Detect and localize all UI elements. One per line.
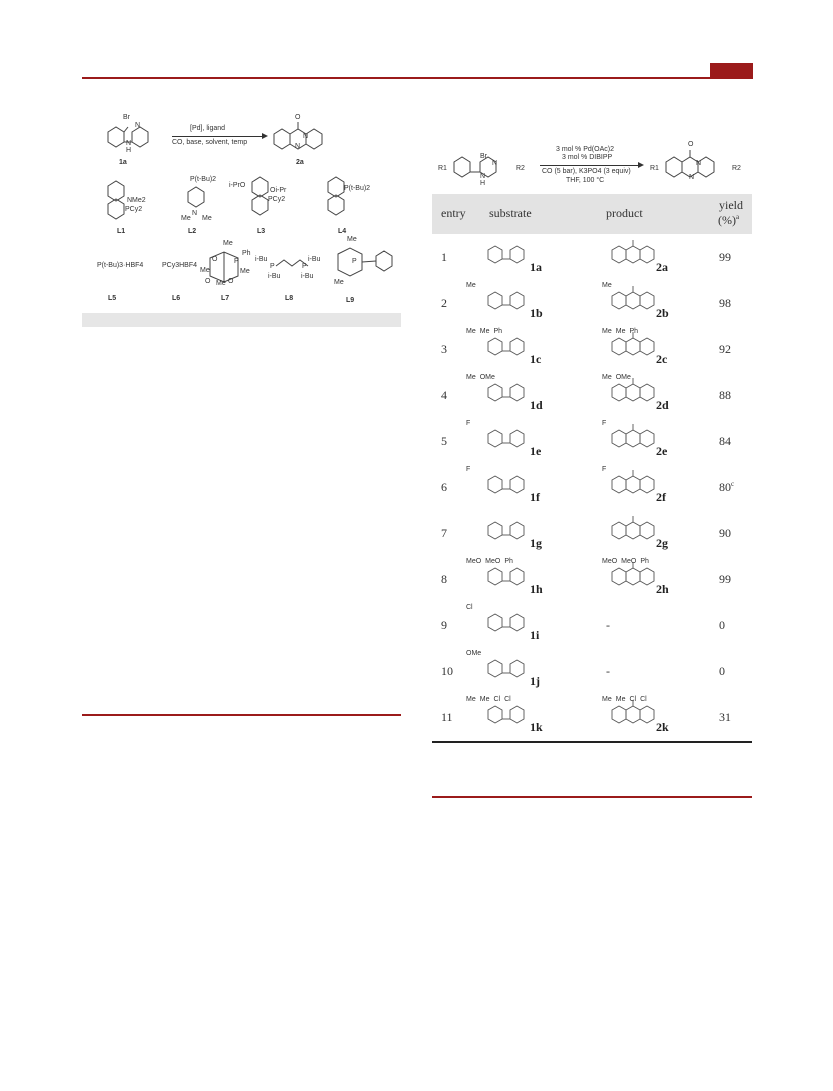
substrate-groups	[466, 374, 499, 381]
condition-4: THF, 100 °C	[566, 177, 605, 184]
ligand-l7-o1: O	[212, 256, 218, 263]
row-yield	[719, 664, 725, 679]
reactant-1a-label: 1a	[119, 159, 127, 166]
row-yield	[719, 480, 734, 495]
substrate-label: 1k	[530, 720, 543, 734]
product-structure	[608, 420, 678, 456]
substrate-group: OMe	[479, 374, 495, 381]
ligand-l8-p1: P	[270, 263, 275, 270]
ligand-l7-me-right: Me	[240, 268, 250, 275]
product-2a-o: O	[295, 114, 301, 121]
product-groups	[602, 282, 616, 289]
product-label: 2h	[656, 582, 669, 596]
product-group: Me	[615, 328, 626, 335]
row-yield-value: 88	[719, 388, 731, 402]
product-group: MeO	[602, 558, 618, 565]
ligand-l1-label: L1	[117, 228, 126, 235]
substrate-group: Me	[466, 282, 476, 289]
row-yield-footnote: c	[731, 480, 735, 488]
substrate-group: MeO	[485, 558, 501, 565]
ligand-l8-ibu2: i-Bu	[268, 273, 281, 280]
substrate-group: Cl	[504, 696, 511, 703]
product-groups	[602, 374, 635, 381]
condition-3: CO (5 bar), K3PO4 (3 equiv)	[542, 168, 631, 175]
substrate-groups	[466, 696, 515, 703]
condition-1: 3 mol % Pd(OAc)2	[556, 146, 614, 153]
substrate-label: 1f	[530, 490, 540, 504]
row-yield	[719, 342, 731, 357]
ligand-l1-pcy2: PCy2	[125, 206, 143, 213]
ligand-l3-iPrO: i-PrO	[229, 182, 246, 189]
ligand-l8-ibu3: i-Bu	[308, 256, 321, 263]
substrate-label: 1d	[530, 398, 543, 412]
substrate-groups	[466, 328, 506, 335]
scheme-product-o: O	[688, 141, 694, 148]
scheme-arrow	[540, 165, 640, 166]
ligand-l9-p: P	[352, 258, 357, 265]
row-entry: 2	[441, 296, 447, 310]
substrate-group: Ph	[504, 558, 513, 565]
ligand-l4-structure	[322, 174, 352, 222]
header-yield-unit: (%)$^a$	[718, 213, 740, 227]
ligand-l2-me2: Me	[202, 215, 212, 222]
substrate-label: 1b	[530, 306, 543, 320]
scheme-product-n1: N	[696, 160, 702, 167]
substrate-group: F	[466, 420, 471, 427]
ligand-l2-label: L2	[188, 228, 197, 235]
product-none: -	[606, 618, 610, 632]
ligand-l7-ph: Ph	[242, 250, 251, 257]
row-entry: 10	[441, 664, 453, 678]
row-yield-value: 31	[719, 710, 731, 724]
ligand-l6-label: L6	[172, 295, 181, 302]
ligand-l9-me-bottom: Me	[334, 279, 344, 286]
substrate-groups	[466, 282, 480, 289]
product-2a-n2: N	[295, 143, 301, 150]
header-product: product	[606, 206, 643, 220]
scheme-reactant-nh: N	[480, 173, 486, 180]
ligand-l8-ibu1: i-Bu	[255, 256, 268, 263]
product-group: Me	[602, 696, 612, 703]
scheme-arrow-head	[638, 162, 644, 168]
arrow-top-text: [Pd], ligand	[190, 125, 226, 132]
scheme-r2: R2	[516, 165, 525, 172]
ligand-l3-OiPr: Oi-Pr	[270, 187, 287, 194]
product-group: Me	[602, 282, 612, 289]
table-row	[432, 464, 752, 510]
ligand-l1-nme2: NMe2	[127, 197, 146, 204]
table-row	[432, 648, 752, 694]
right-section-rule	[432, 796, 752, 798]
left-caption-band	[82, 313, 401, 327]
substrate-group: Me	[466, 328, 476, 335]
table-row	[432, 510, 752, 556]
table-row	[432, 372, 752, 418]
right-reaction-scheme	[432, 140, 752, 194]
substrate-label: 1j	[530, 674, 540, 688]
header-rule	[82, 77, 753, 79]
header-tab	[710, 63, 753, 78]
scheme-reactant-n: N	[492, 160, 498, 167]
product-label: 2c	[656, 352, 668, 366]
product-label: 2d	[656, 398, 669, 412]
product-groups	[602, 696, 651, 703]
reactant-1a-n: N	[135, 122, 141, 129]
row-yield-value: 99	[719, 572, 731, 586]
product-2a-label: 2a	[296, 159, 304, 166]
scheme-reactant-h: H	[480, 180, 486, 187]
product-label: 2e	[656, 444, 668, 458]
product-group: Ph	[640, 558, 649, 565]
substrate-group: Me	[479, 696, 490, 703]
row-entry: 3	[441, 342, 447, 356]
row-yield-value: 80	[719, 480, 731, 494]
substrate-group: Cl	[493, 696, 501, 703]
row-entry: 6	[441, 480, 447, 494]
ligand-l6-formula: PCy3HBF4	[162, 262, 198, 269]
ligand-l8-ibu4: i-Bu	[301, 273, 314, 280]
row-yield-value: 98	[719, 296, 731, 310]
ligand-l4-label: L4	[338, 228, 347, 235]
ligand-l9-label: L9	[346, 297, 355, 304]
ligand-l5-label: L5	[108, 295, 117, 302]
product-group: Cl	[629, 696, 637, 703]
row-entry: 5	[441, 434, 447, 448]
table-row	[432, 602, 752, 648]
reaction-arrow	[172, 136, 264, 137]
substrate-group: Ph	[493, 328, 503, 335]
substrate-groups	[466, 420, 474, 427]
ligand-l7-me-bottom: Me	[216, 280, 226, 287]
ligand-l2-me1: Me	[181, 215, 191, 222]
substrate-group: Me	[466, 696, 476, 703]
row-entry: 11	[441, 710, 453, 724]
ligand-l8-label: L8	[285, 295, 294, 302]
substrate-group: OMe	[466, 650, 482, 657]
substrate-label: 1h	[530, 582, 543, 596]
product-group: Me	[602, 328, 612, 335]
ligand-l7-label: L7	[221, 295, 230, 302]
row-yield	[719, 618, 725, 633]
row-yield-value: 92	[719, 342, 731, 356]
arrow-bottom-text: CO, base, solvent, temp	[172, 139, 248, 146]
header-yield-footnote: a	[736, 213, 740, 221]
substrate-group: Me	[466, 374, 476, 381]
condition-2: 3 mol % DIBIPP	[562, 154, 613, 161]
product-group: Ph	[629, 328, 639, 335]
row-yield-value: 0	[719, 618, 725, 632]
ligand-l7-o3: O	[228, 278, 234, 285]
substrate-groups	[466, 466, 474, 473]
substrate-group: Cl	[466, 604, 473, 611]
row-entry: 1	[441, 250, 447, 264]
scheme-product-r2: R2	[732, 165, 741, 172]
table-row	[432, 694, 752, 740]
product-none: -	[606, 664, 610, 678]
ligand-l4-p: P(t-Bu)2	[344, 185, 371, 192]
product-groups	[602, 558, 653, 565]
row-yield	[719, 526, 731, 541]
ligand-l2-n: N	[192, 210, 198, 217]
product-group: F	[602, 420, 607, 427]
product-groups	[602, 328, 642, 335]
ligand-l3-label: L3	[257, 228, 266, 235]
row-entry: 4	[441, 388, 447, 402]
scheme-reactant-br: Br	[480, 153, 487, 160]
table-bottom-rule	[432, 741, 752, 743]
row-yield	[719, 434, 731, 449]
product-group: F	[602, 466, 607, 473]
row-entry: 7	[441, 526, 447, 540]
row-entry: 8	[441, 572, 447, 586]
ligand-l5-formula: P(t-Bu)3·HBF4	[97, 262, 144, 269]
row-yield-value: 99	[719, 250, 731, 264]
substrate-group: F	[466, 466, 471, 473]
substrate-label: 1g	[530, 536, 542, 550]
scheme-product-n2: N	[689, 174, 695, 181]
product-label: 2k	[656, 720, 669, 734]
ligand-panel	[82, 170, 412, 310]
row-yield-value: 90	[719, 526, 731, 540]
product-group: Me	[602, 374, 612, 381]
product-groups	[602, 420, 610, 427]
ligand-l3-pcy2: PCy2	[268, 196, 286, 203]
product-group: Me	[615, 696, 626, 703]
ligand-l9-me-top: Me	[347, 236, 357, 243]
row-yield-value: 84	[719, 434, 731, 448]
product-group: Cl	[640, 696, 647, 703]
row-yield	[719, 296, 731, 311]
reactant-1a-nh: N	[126, 140, 132, 147]
row-yield	[719, 250, 731, 265]
table-row	[432, 556, 752, 602]
product-group: OMe	[615, 374, 631, 381]
ligand-l7-p: P	[234, 258, 239, 265]
product-2a-n1: N	[303, 133, 309, 140]
table-row	[432, 326, 752, 372]
ligand-l7-o2: O	[205, 278, 211, 285]
substrate-groups	[466, 558, 517, 565]
reactant-1a-br: Br	[123, 114, 130, 121]
reactant-1a-h: H	[126, 147, 132, 154]
header-entry: entry	[441, 206, 466, 220]
table-row	[432, 234, 752, 280]
product-group: MeO	[621, 558, 637, 565]
scheme-product-r1: R1	[650, 165, 659, 172]
product-label: 2g	[656, 536, 668, 550]
row-entry: 9	[441, 618, 447, 632]
left-section-rule	[82, 714, 401, 716]
substrate-label: 1i	[530, 628, 540, 642]
ligand-l8-p2: P	[302, 263, 307, 270]
substrate-label: 1e	[530, 444, 542, 458]
product-structure	[608, 466, 678, 502]
table-body	[432, 234, 752, 740]
row-yield	[719, 388, 731, 403]
product-label: 2a	[656, 260, 668, 274]
substrate-group: MeO	[466, 558, 482, 565]
row-yield-value: 0	[719, 664, 725, 678]
substrate-label: 1c	[530, 352, 542, 366]
ligand-l7-me-top: Me	[223, 240, 233, 247]
ligand-l2-p: P(t-Bu)2	[190, 176, 217, 183]
row-yield	[719, 572, 731, 587]
header-yield: yield	[719, 198, 743, 212]
row-yield	[719, 710, 731, 725]
substrate-group: Me	[479, 328, 490, 335]
table-row	[432, 418, 752, 464]
product-label: 2f	[656, 490, 666, 504]
ligand-l7-me-left: Me	[200, 267, 210, 274]
substrate-label: 1a	[530, 260, 542, 274]
header-substrate: substrate	[489, 206, 532, 220]
table-row	[432, 280, 752, 326]
product-label: 2b	[656, 306, 669, 320]
scheme-r1: R1	[438, 165, 447, 172]
table-header	[432, 194, 752, 234]
substrate-groups	[466, 650, 485, 657]
substrate-groups	[466, 604, 477, 611]
product-groups	[602, 466, 610, 473]
